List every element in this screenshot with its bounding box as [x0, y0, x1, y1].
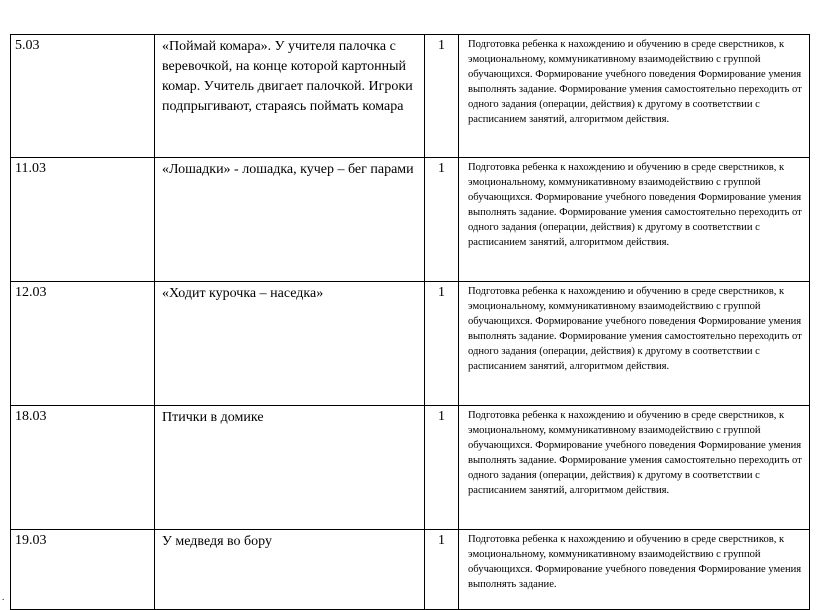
goal-cell: Подготовка ребенка к нахождению и обучению в среде сверстников, к эмоциональному, коммуникативному взаимодействию с группой обучающихся. Формирование учебного поведения Формирование умения выполнять задание.	[459, 530, 810, 610]
goal-cell: Подготовка ребенка к нахождению и обучению в среде сверстников, к эмоциональному, коммуникативному взаимодействию с группой обучающихся. Формирование учебного поведения Формирование умения выполнять задание. Формирование умения самостоятельно переходить от одного задания (операции, действия) к другому в соответствии с расписанием занятий, алгоритмом действия.	[459, 158, 810, 282]
game-cell: «Лошадки» - лошадка, кучер – бег парами	[155, 158, 425, 282]
game-cell: «Поймай комара». У учителя палочка с веревочкой, на конце которой картонный комар. Учитель двигает палочкой. Игроки подпрыгивают, стараясь поймать комара	[155, 35, 425, 158]
count-cell: 1	[425, 406, 459, 530]
count-cell: 1	[425, 158, 459, 282]
goal-cell: Подготовка ребенка к нахождению и обучению в среде сверстников, к эмоциональному, коммуникативному взаимодействию с группой обучающихся. Формирование учебного поведения Формирование умения выполнять задание. Формирование умения самостоятельно переходить от одного задания (операции, действия) к другому в соответствии с расписанием занятий, алгоритмом действия.	[459, 282, 810, 406]
game-cell: «Ходит курочка – наседка»	[155, 282, 425, 406]
date-cell: 5.03	[11, 35, 155, 158]
count-cell: 1	[425, 530, 459, 610]
table-row	[11, 406, 810, 530]
table-row	[11, 158, 810, 282]
page-corner-mark: .	[2, 592, 5, 602]
table-row	[11, 282, 810, 406]
date-cell: 12.03	[11, 282, 155, 406]
date-cell: 18.03	[11, 406, 155, 530]
table-row	[11, 35, 810, 158]
goal-cell: Подготовка ребенка к нахождению и обучению в среде сверстников, к эмоциональному, коммуникативному взаимодействию с группой обучающихся. Формирование учебного поведения Формирование умения выполнять задание. Формирование умения самостоятельно переходить от одного задания (операции, действия) к другому в соответствии с расписанием занятий, алгоритмом действия.	[459, 35, 810, 158]
count-cell: 1	[425, 35, 459, 158]
count-cell: 1	[425, 282, 459, 406]
game-cell: У медведя во бору	[155, 530, 425, 610]
date-cell: 11.03	[11, 158, 155, 282]
goal-cell: Подготовка ребенка к нахождению и обучению в среде сверстников, к эмоциональному, коммуникативному взаимодействию с группой обучающихся. Формирование учебного поведения Формирование умения выполнять задание. Формирование умения самостоятельно переходить от одного задания (операции, действия) к другому в соответствии с расписанием занятий, алгоритмом действия.	[459, 406, 810, 530]
date-cell: 19.03	[11, 530, 155, 610]
table-row	[11, 530, 810, 610]
lesson-plan-table	[10, 34, 810, 610]
game-cell: Птички в домике	[155, 406, 425, 530]
